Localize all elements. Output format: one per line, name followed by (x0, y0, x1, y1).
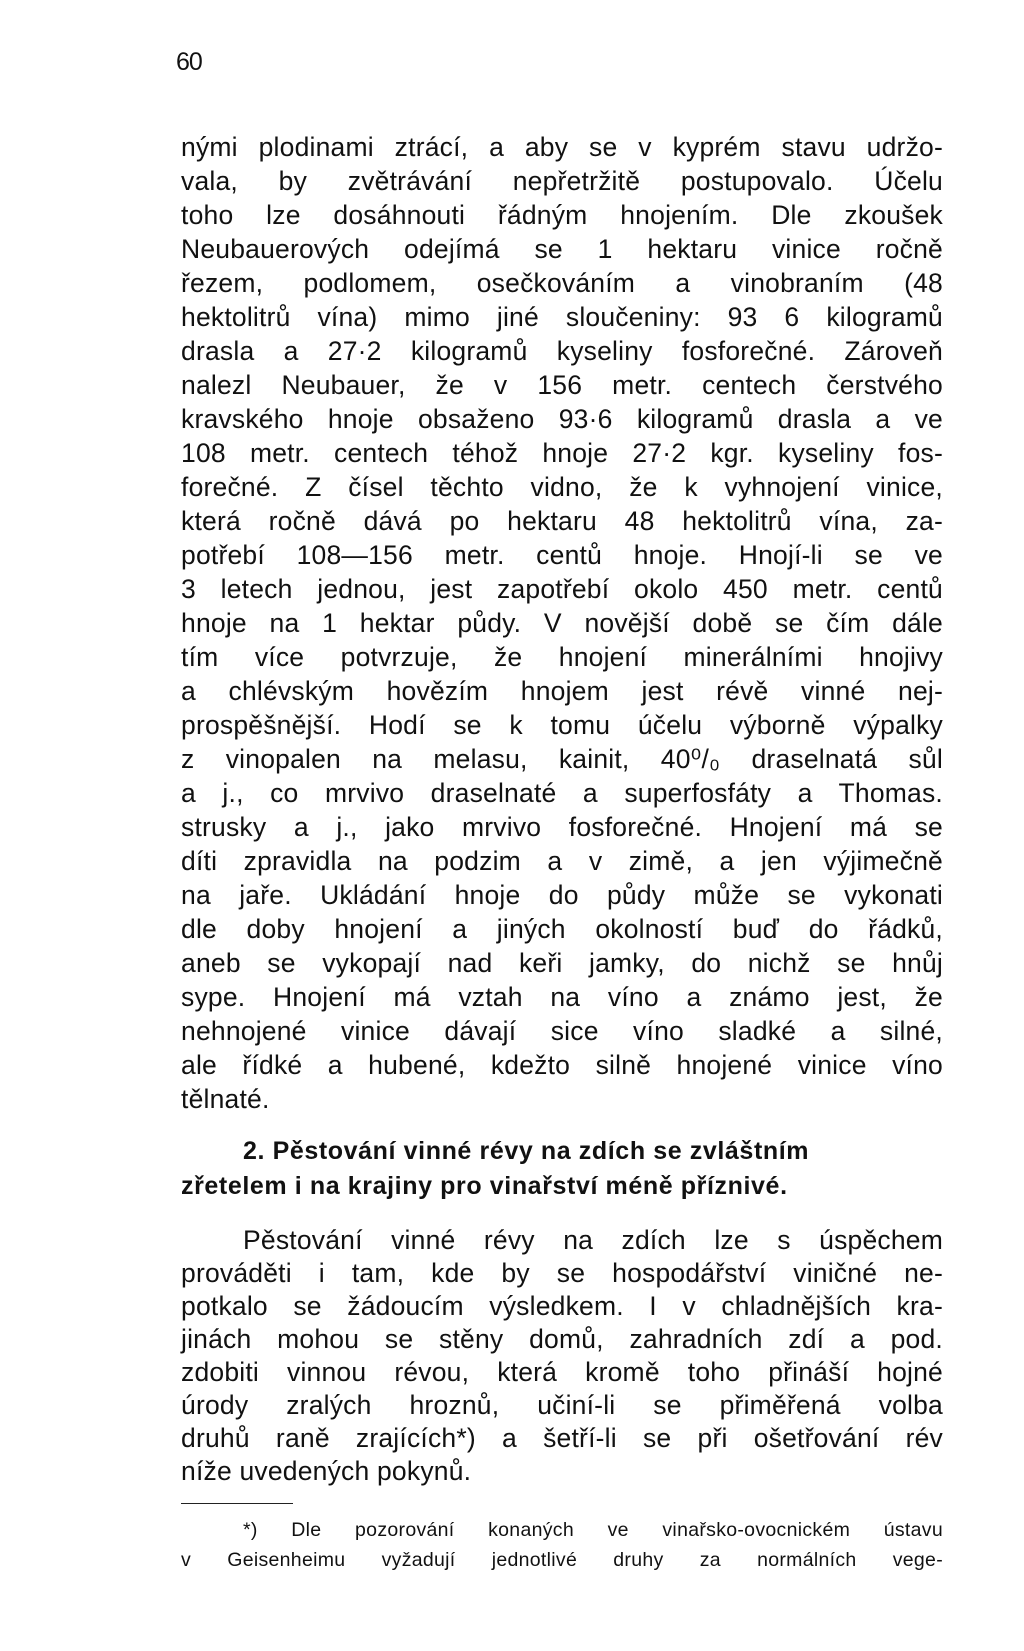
text-line: aneb se vykopají nad keři jamky, do nichž se hnůj (181, 948, 943, 978)
text-line: níže uvedených pokynů. (181, 1456, 472, 1486)
text-line: dle doby hnojení a jiných okolností buď do řádků, (181, 914, 943, 944)
footnote-rule (181, 1503, 293, 1504)
text-line: nalezl Neubauer, že v 156 metr. centech čerstvého (181, 370, 943, 400)
text-line: díti zpravidla na podzim a v zimě, a jen výjimečně (181, 846, 943, 876)
text-line: 3 letech jednou, jest zapotřebí okolo 450 metr. centů (181, 574, 943, 604)
text-line: zdobiti vinnou révou, která kromě toho přináší hojné (181, 1357, 943, 1387)
text-line: sype. Hnojení má vztah na víno a známo jest, že (181, 982, 943, 1012)
text-line: nými plodinami ztrácí, a aby se v kyprém stavu udržo- (181, 132, 943, 162)
text-line: potkalo se žádoucím výsledkem. I v chladnějších kra- (181, 1291, 943, 1321)
heading-line: zřetelem i na krajiny pro vinařství méně příznivé. (181, 1172, 788, 1200)
text-line: prospěšnější. Hodí se k tomu účelu výborně výpalky (181, 710, 943, 740)
text-line: hnoje na 1 hektar půdy. V novější době se čím dále (181, 608, 943, 638)
text-line: nehnojené vinice dávají sice víno sladké a silné, (181, 1016, 943, 1046)
text-line: vala, by zvětrávání nepřetržitě postupovalo. Účelu (181, 166, 943, 196)
page-number: 60 (176, 48, 202, 76)
text-line: drasla a 27·2 kilogramů kyseliny fosforečné. Zároveň (181, 336, 943, 366)
text-line: kravského hnoje obsaženo 93·6 kilogramů drasla a ve (181, 404, 943, 434)
footnote-line: v Geisenheimu vyžadují jednotlivé druhy za normálních vege- (181, 1549, 943, 1571)
text-line: potřebí 108—156 metr. centů hnoje. Hnojí-li se ve (181, 540, 943, 570)
text-line: jinách mohou se stěny domů, zahradních zdí a pod. (181, 1324, 943, 1354)
text-line: a chlévským hovězím hnojem jest révě vinné nej- (181, 676, 943, 706)
text-line: toho lze dosáhnouti řádným hnojením. Dle zkoušek (181, 200, 943, 230)
heading-line: 2. Pěstování vinné révy na zdích se zvláštním (243, 1137, 810, 1165)
text-line: úrody zralých hroznů, učiní-li se přiměřená volba (181, 1390, 943, 1420)
text-line: druhů raně zrajících*) a šetří-li se při ošetřování rév (181, 1423, 943, 1453)
text-line: forečné. Z čísel těchto vidno, že k vyhnojení vinice, (181, 472, 943, 502)
text-line: z vinopalen na melasu, kainit, 40⁰/₀ draselnatá sůl (181, 744, 943, 774)
text-line: tělnaté. (181, 1084, 270, 1114)
text-line: 108 metr. centech téhož hnoje 27·2 kgr. kyseliny fos- (181, 438, 943, 468)
footnote-line: *) Dle pozorování konaných ve vinařsko-ovocnickém ústavu (243, 1519, 943, 1541)
text-line: která ročně dává po hektaru 48 hektolitrů vína, za- (181, 506, 943, 536)
text-line: hektolitrů vína) mimo jiné sloučeniny: 93 6 kilogramů (181, 302, 943, 332)
text-line: řezem, podlomem, osečkováním a vinobraním (48 (181, 268, 943, 298)
text-line: na jaře. Ukládání hnoje do půdy může se vykonati (181, 880, 943, 910)
text-line: tím více potvrzuje, že hnojení minerálními hnojivy (181, 642, 943, 672)
text-line: Pěstování vinné révy na zdích lze s úspěchem (243, 1225, 943, 1255)
text-line: a j., co mrvivo draselnaté a superfosfáty a Thomas. (181, 778, 943, 808)
text-line: prováděti i tam, kde by se hospodářství viničné ne- (181, 1258, 943, 1288)
text-line: strusky a j., jako mrvivo fosforečné. Hnojení má se (181, 812, 943, 842)
text-line: Neubauerových odejímá se 1 hektaru vinice ročně (181, 234, 943, 264)
text-line: ale řídké a hubené, kdežto silně hnojené vinice víno (181, 1050, 943, 1080)
